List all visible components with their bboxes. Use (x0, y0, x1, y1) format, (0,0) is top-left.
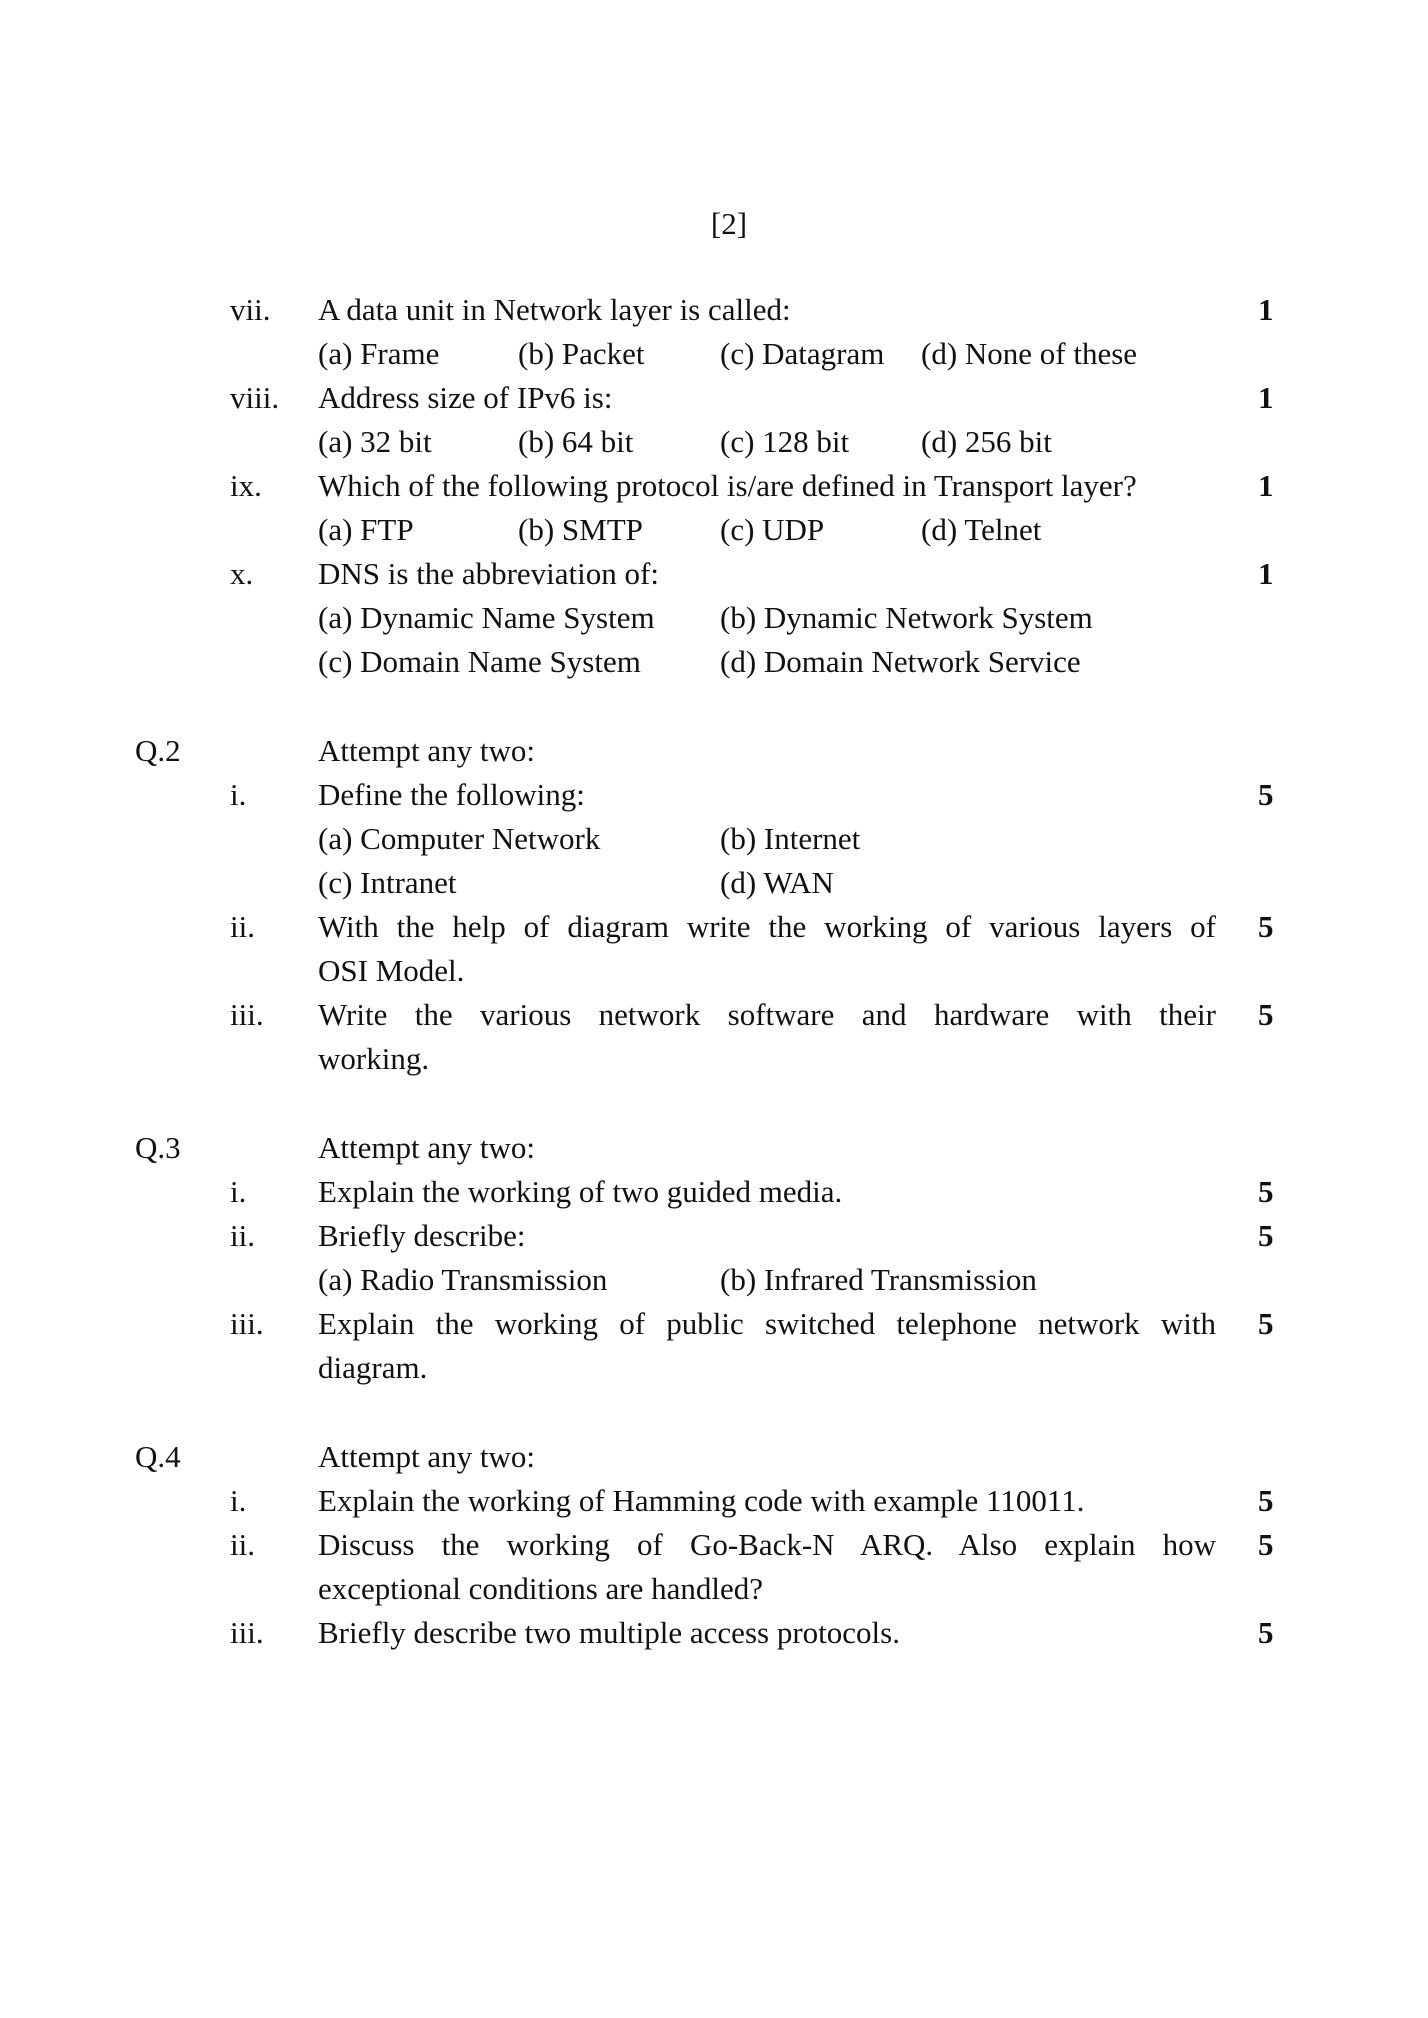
question-row (0, 905, 1428, 949)
question-number: iii. (230, 1306, 264, 1341)
option-a: (a) FTP (318, 512, 414, 547)
question-marks: 1 (1258, 292, 1274, 327)
question-continuation (0, 949, 1428, 993)
question-number: x. (230, 556, 254, 591)
question-continuation (0, 1567, 1428, 1611)
question-marks: 5 (1258, 1527, 1274, 1562)
question-marks: 5 (1258, 1615, 1274, 1650)
section-instruction: Attempt any two: (318, 1439, 535, 1474)
options-row (0, 861, 1428, 905)
section-label: Q.2 (135, 733, 181, 768)
option-c: (c) UDP (720, 512, 825, 547)
option-b: (b) Infrared Transmission (720, 1262, 1037, 1297)
option-d: (d) WAN (720, 865, 834, 900)
section-label: Q.3 (135, 1130, 181, 1165)
question-text: DNS is the abbreviation of: (318, 556, 659, 591)
question-text: Write the various network software and hardware with their (318, 997, 1216, 1032)
options-row (0, 596, 1428, 640)
option-c: (c) Intranet (318, 865, 457, 900)
question-row (0, 1611, 1428, 1655)
section-header (0, 1435, 1428, 1479)
option-a: (a) Frame (318, 336, 440, 371)
option-d: (d) None of these (921, 336, 1138, 371)
question-marks: 5 (1258, 1218, 1274, 1253)
section-label: Q.4 (135, 1439, 181, 1474)
option-b: (b) SMTP (518, 512, 643, 547)
question-text: Explain the working of Hamming code with example 110011. (318, 1483, 1085, 1518)
option-d: (d) 256 bit (921, 424, 1052, 459)
option-b: (b) Dynamic Network System (720, 600, 1093, 635)
question-marks: 1 (1258, 380, 1274, 415)
option-a: (a) 32 bit (318, 424, 432, 459)
question-text: Which of the following protocol is/are defined in Transport layer? (318, 468, 1137, 503)
question-row (0, 1479, 1428, 1523)
question-row (0, 773, 1428, 817)
question-row (0, 1170, 1428, 1214)
section-header (0, 729, 1428, 773)
question-number: ii. (230, 1527, 255, 1562)
section-header (0, 1126, 1428, 1170)
section-instruction: Attempt any two: (318, 733, 535, 768)
question-text: Explain the working of two guided media. (318, 1174, 843, 1209)
question-number: ix. (230, 468, 262, 503)
question-row (0, 552, 1428, 596)
option-c: (c) Domain Name System (318, 644, 641, 679)
question-marks: 5 (1258, 1483, 1274, 1518)
question-number: iii. (230, 1615, 264, 1650)
question-text: With the help of diagram write the working of various layers of (318, 909, 1216, 944)
exam-content (0, 288, 1428, 1655)
question-row (0, 376, 1428, 420)
question-text: Address size of IPv6 is: (318, 380, 613, 415)
question-row (0, 993, 1428, 1037)
question-continuation (0, 1037, 1428, 1081)
question-row (0, 288, 1428, 332)
option-d: (d) Telnet (921, 512, 1042, 547)
option-b: (b) 64 bit (518, 424, 634, 459)
question-number: i. (230, 1174, 247, 1209)
option-c: (c) Datagram (720, 336, 885, 371)
option-a: (a) Radio Transmission (318, 1262, 608, 1297)
option-c: (c) 128 bit (720, 424, 850, 459)
section-instruction: Attempt any two: (318, 1130, 535, 1165)
question-marks: 5 (1258, 909, 1274, 944)
question-number: ii. (230, 1218, 255, 1253)
question-number: i. (230, 1483, 247, 1518)
question-text-continued: exceptional conditions are handled? (318, 1571, 764, 1606)
question-text-continued: OSI Model. (318, 953, 465, 988)
options-row (0, 508, 1428, 552)
question-text: Briefly describe: (318, 1218, 526, 1253)
question-marks: 1 (1258, 556, 1274, 591)
question-marks: 1 (1258, 468, 1274, 503)
question-number: iii. (230, 997, 264, 1032)
option-b: (b) Internet (720, 821, 861, 856)
question-text-continued: working. (318, 1041, 430, 1076)
question-number: ii. (230, 909, 255, 944)
question-number: viii. (230, 380, 280, 415)
question-row (0, 1302, 1428, 1346)
question-text: Discuss the working of Go-Back-N ARQ. Also explain how (318, 1527, 1216, 1562)
question-marks: 5 (1258, 1306, 1274, 1341)
question-text: Briefly describe two multiple access protocols. (318, 1615, 900, 1650)
page-number: [2] (710, 206, 748, 241)
question-marks: 5 (1258, 777, 1274, 812)
question-marks: 5 (1258, 997, 1274, 1032)
question-number: i. (230, 777, 247, 812)
question-number: vii. (230, 292, 271, 327)
option-a: (a) Dynamic Name System (318, 600, 655, 635)
question-text-continued: diagram. (318, 1350, 428, 1385)
question-text: Define the following: (318, 777, 585, 812)
option-d: (d) Domain Network Service (720, 644, 1081, 679)
question-row (0, 1214, 1428, 1258)
options-row (0, 640, 1428, 684)
option-a: (a) Computer Network (318, 821, 601, 856)
question-row (0, 1523, 1428, 1567)
options-row (0, 817, 1428, 861)
options-row (0, 420, 1428, 464)
question-marks: 5 (1258, 1174, 1274, 1209)
options-row (0, 332, 1428, 376)
option-b: (b) Packet (518, 336, 645, 371)
options-row (0, 1258, 1428, 1302)
question-continuation (0, 1346, 1428, 1390)
question-row (0, 464, 1428, 508)
question-text: Explain the working of public switched telephone network with (318, 1306, 1216, 1341)
question-text: A data unit in Network layer is called: (318, 292, 791, 327)
